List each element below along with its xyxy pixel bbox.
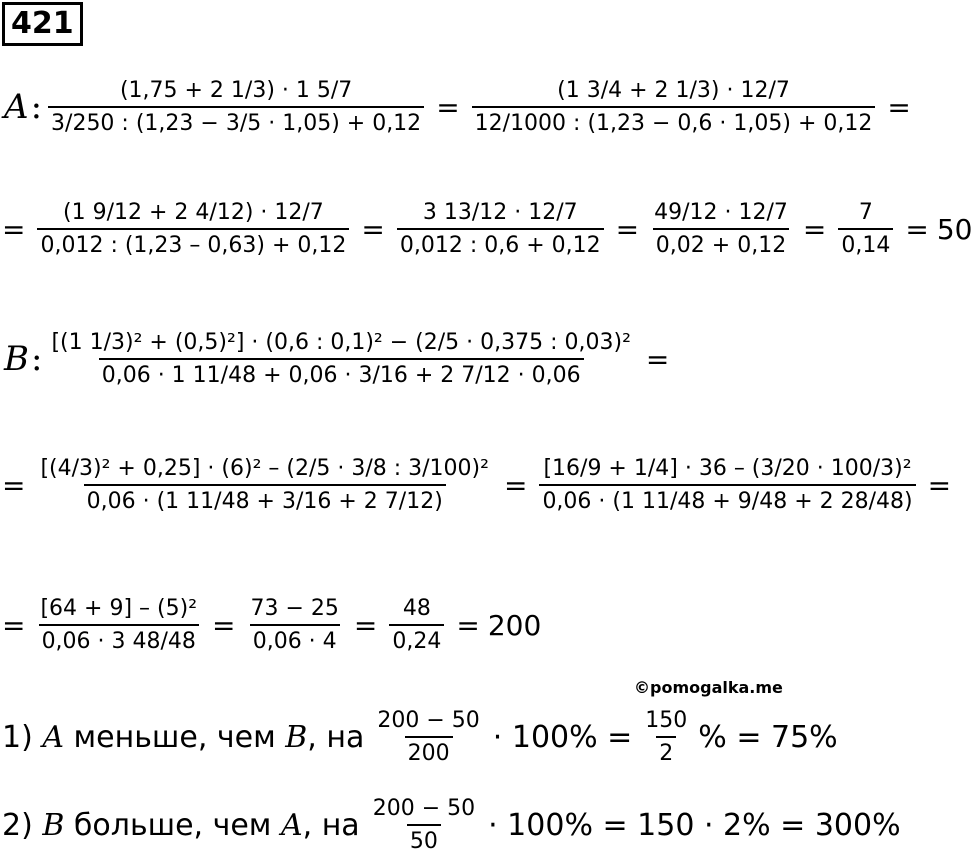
label-b: B (4, 339, 29, 379)
b-step1-denominator: 0,06 · 1 11/48 + 0,06 · 3/16 + 2 7/12 · 0,06 (99, 358, 584, 388)
answer-1-fraction-denominator: 200 (405, 736, 453, 766)
equals-sign: = (2, 468, 26, 502)
b-step2-denominator: 0,06 · (1 11/48 + 3/16 + 2 7/12) (84, 484, 446, 514)
b-step4-fraction (37, 596, 200, 654)
answer-2-var-1: B (42, 807, 65, 843)
equals-sign: = (927, 468, 952, 502)
answer-1 (2, 708, 838, 766)
answer-2 (2, 796, 901, 854)
a-step4-numerator: 3 13/12 · 12/7 (422, 200, 578, 225)
equals-sign: = (645, 342, 670, 376)
b-step3-denominator: 0,06 · (1 11/48 + 9/48 + 2 28/48) (539, 484, 915, 514)
b-step1-fraction (48, 330, 633, 388)
watermark: ©pomogalka.me (634, 678, 783, 697)
equals-sign: = (456, 608, 480, 642)
equals-sign: = (615, 212, 640, 246)
label-b-colon: : (31, 339, 43, 379)
problem-number: 421 (2, 2, 83, 46)
a-result: 50 (936, 212, 972, 246)
b-step6-fraction (389, 596, 444, 654)
answer-2-fraction-denominator: 50 (407, 824, 441, 854)
answer-2-fraction-numerator: 200 − 50 (372, 796, 476, 821)
a-step1-denominator: 3/250 : (1,23 − 3/5 · 1,05) + 0,12 (48, 106, 424, 136)
answer-1-fraction (374, 708, 482, 766)
answer-1-var-2: B (285, 719, 308, 755)
b-step4-denominator: 0,06 · 3 48/48 (39, 624, 199, 654)
equals-sign: = (887, 90, 911, 124)
a-step6-denominator: 0,14 (838, 228, 893, 258)
a-step4-denominator: 0,012 : 0,6 + 0,12 (397, 228, 604, 258)
b-line-2 (2, 456, 959, 514)
a-line-1 (4, 78, 919, 136)
b-step4-numerator: [64 + 9] – (5)² (40, 596, 198, 621)
a-step2-fraction (472, 78, 876, 136)
answer-1-after: · 100% = (492, 719, 633, 755)
answer-1-var-1: A (42, 719, 64, 755)
b-step3-fraction (539, 456, 915, 514)
a-step1-fraction (48, 78, 424, 136)
equals-sign: = (905, 212, 929, 246)
b-step2-fraction (37, 456, 492, 514)
b-result: 200 (487, 608, 542, 642)
answer-1-mid: меньше, чем (64, 719, 286, 755)
a-step5-fraction (651, 200, 791, 258)
a-step3-denominator: 0,012 : (1,23 – 0,63) + 0,12 (37, 228, 349, 258)
answer-1-fraction-numerator: 200 − 50 (377, 708, 480, 733)
answer-2-fraction (370, 796, 478, 854)
a-step5-denominator: 0,02 + 0,12 (653, 228, 789, 258)
a-step3-fraction (37, 200, 349, 258)
a-step2-denominator: 12/1000 : (1,23 − 0,6 · 1,05) + 0,12 (472, 106, 876, 136)
answer-1-fraction-2 (642, 708, 690, 766)
label-a-colon: : (30, 87, 43, 127)
a-step6-numerator: 7 (858, 200, 873, 225)
answer-2-after: · 100% = 150 · 2% = 300% (488, 807, 901, 843)
b-step5-numerator: 73 − 25 (250, 596, 339, 621)
a-step1-numerator: (1,75 + 2 1/3) · 1 5/7 (119, 78, 353, 103)
a-step5-numerator: 49/12 · 12/7 (654, 200, 788, 225)
b-step1-numerator: [(1 1/3)² + (0,5)²] · (0,6 : 0,1)² − (2/5 · 0,375 : 0,03)² (51, 330, 631, 355)
answer-1-suffix: , на (307, 719, 365, 755)
a-step6-fraction (838, 200, 893, 258)
a-step2-numerator: (1 3/4 + 2 1/3) · 12/7 (557, 78, 790, 103)
answer-1-fraction-2-numerator: 150 (645, 708, 688, 733)
equals-sign: = (212, 608, 236, 642)
b-step6-numerator: 48 (402, 596, 431, 621)
a-step4-fraction (397, 200, 604, 258)
b-step5-fraction (247, 596, 341, 654)
equals-sign: = (503, 468, 528, 502)
equals-sign: = (802, 212, 827, 246)
a-line-2 (2, 200, 972, 258)
answer-1-end: % = 75% (698, 719, 838, 755)
b-step5-denominator: 0,06 · 4 (250, 624, 340, 654)
answer-2-prefix: 2) (2, 807, 43, 843)
answer-2-mid: больше, чем (64, 807, 281, 843)
a-step3-numerator: (1 9/12 + 2 4/12) · 12/7 (63, 200, 324, 225)
b-line-3 (2, 596, 541, 654)
b-step3-numerator: [16/9 + 1/4] · 36 – (3/20 · 100/3)² (543, 456, 912, 481)
equals-sign: = (2, 212, 26, 246)
equals-sign: = (436, 90, 460, 124)
answer-2-suffix: , на (302, 807, 360, 843)
b-line-1 (4, 330, 677, 388)
answer-1-prefix: 1) (2, 719, 43, 755)
equals-sign: = (353, 608, 378, 642)
equals-sign: = (361, 212, 385, 246)
label-a: A (4, 87, 29, 127)
b-step6-denominator: 0,24 (389, 624, 444, 654)
b-step2-numerator: [(4/3)² + 0,25] · (6)² – (2/5 · 3/8 : 3/100)² (40, 456, 489, 481)
equals-sign: = (2, 608, 26, 642)
answer-1-fraction-2-denominator: 2 (656, 736, 676, 766)
answer-2-var-2: A (280, 807, 303, 843)
